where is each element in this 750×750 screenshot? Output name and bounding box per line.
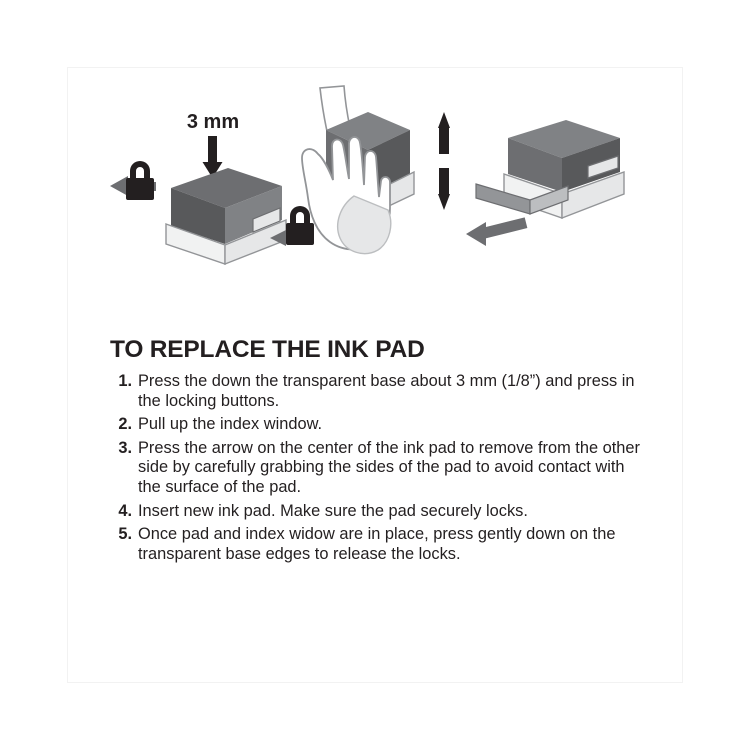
instruction-text-block <box>110 336 645 568</box>
list-item <box>110 372 645 411</box>
step-number: 1. <box>118 372 132 390</box>
list-item <box>110 415 645 435</box>
list-item <box>110 525 645 564</box>
scale-label-3mm: 3 mm <box>186 111 240 133</box>
step-number: 5. <box>118 525 132 544</box>
step-text: Press the down the transparent base about 3 mm (1/8”) and press in the locking buttons. <box>138 372 635 410</box>
panel-2-pull-index-window <box>302 86 450 254</box>
step-text: Once pad and index widow are in place, press gently down on the transparent base edges to release the locks. <box>138 525 616 563</box>
down-arrow-icon <box>438 168 450 210</box>
step-number: 3. <box>118 438 132 457</box>
page-title: TO REPLACE THE INK PAD <box>110 336 425 363</box>
list-item <box>110 439 645 498</box>
lock-icon <box>126 161 154 200</box>
step-text: Insert new ink pad. Make sure the pad securely locks. <box>138 501 528 520</box>
panel-3-remove-ink-pad <box>466 120 624 246</box>
up-arrow-icon <box>438 112 450 154</box>
illustration-svg <box>68 68 682 333</box>
steps-list <box>110 372 645 564</box>
step-text: Pull up the index window. <box>138 415 323 434</box>
left-arrow-icon <box>466 217 527 246</box>
stamp-illustration-1 <box>166 168 286 264</box>
illustration-area <box>68 68 682 333</box>
step-number: 2. <box>118 415 132 434</box>
panel-1-press-base <box>110 111 314 264</box>
instruction-card <box>68 68 682 682</box>
list-item <box>110 502 645 522</box>
step-text: Press the arrow on the center of the ink pad to remove from the other side by carefully grabbing the sides of the pad to avoid contact with the surface of the pad. <box>138 438 640 496</box>
step-number: 4. <box>118 501 132 520</box>
stamp-illustration-3 <box>476 120 624 218</box>
